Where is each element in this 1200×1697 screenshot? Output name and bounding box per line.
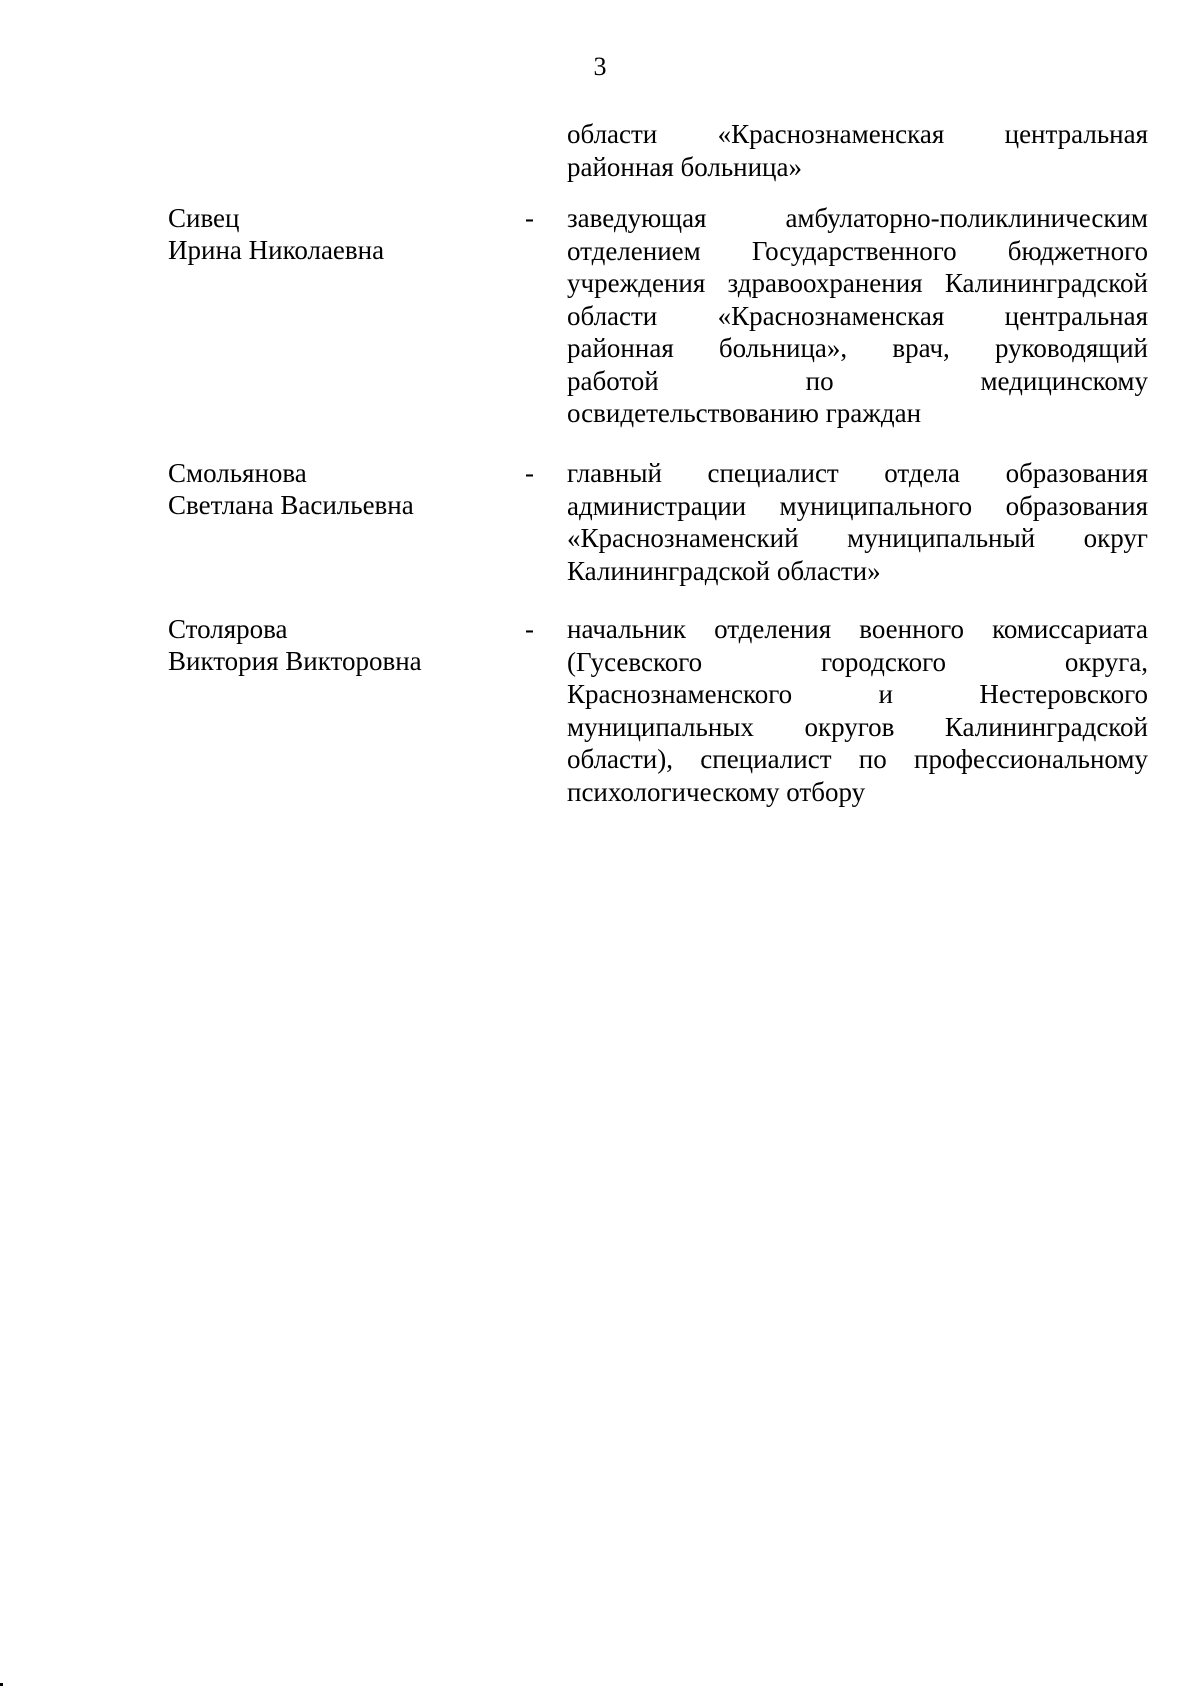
description-line: начальник отделения военного комиссариата <box>567 614 1148 644</box>
description-line: области «Краснознаменская центральная <box>567 300 1148 331</box>
member-given-names: Ирина Николаевна <box>168 235 385 265</box>
member-surname: Столярова <box>168 614 288 644</box>
description-line: муниципальных округов Калининградской <box>567 711 1148 742</box>
description-line: заведующая амбулаторно-поликлиническим <box>567 203 1148 233</box>
dash-separator: - <box>525 458 534 488</box>
description-line: (Гусевского городского округа, <box>567 646 1148 677</box>
member-description <box>567 202 1148 430</box>
member-description <box>567 613 1148 808</box>
description-line: главный специалист отдела образования <box>567 458 1148 488</box>
description-line: администрации муниципального образования <box>567 490 1148 521</box>
description-line: районная больница», врач, руководящий <box>567 333 1148 363</box>
member-given-names: Светлана Васильевна <box>168 490 414 520</box>
description-line: отделением Государственного бюджетного <box>567 235 1148 266</box>
member-given-names: Виктория Викторовна <box>168 646 422 676</box>
description-line: освидетельствованию граждан <box>567 398 922 428</box>
member-surname: Смольянова <box>168 458 307 488</box>
continuation-description <box>567 118 1148 183</box>
description-line: области «Краснознаменская центральная <box>567 119 1148 149</box>
member-description <box>567 457 1148 587</box>
dash-separator: - <box>525 614 534 644</box>
description-line: Краснознаменского и Нестеровского <box>567 679 1148 709</box>
description-line: Калининградской области» <box>567 555 881 586</box>
description-line: работой по медицинскому <box>567 365 1148 396</box>
page-number: 3 <box>593 52 607 81</box>
member-name <box>168 613 508 677</box>
dash-separator: - <box>525 203 534 233</box>
member-surname: Сивец <box>168 203 240 233</box>
description-line: районная больница» <box>567 151 802 182</box>
description-line: области), специалист по профессиональному <box>567 744 1148 774</box>
member-name <box>168 457 508 521</box>
member-name <box>168 202 508 266</box>
description-line: «Краснознаменский муниципальный округ <box>567 523 1148 553</box>
scan-mark <box>0 1683 3 1686</box>
description-line: учреждения здравоохранения Калининградской <box>567 268 1148 298</box>
description-line: психологическому отбору <box>567 776 866 807</box>
